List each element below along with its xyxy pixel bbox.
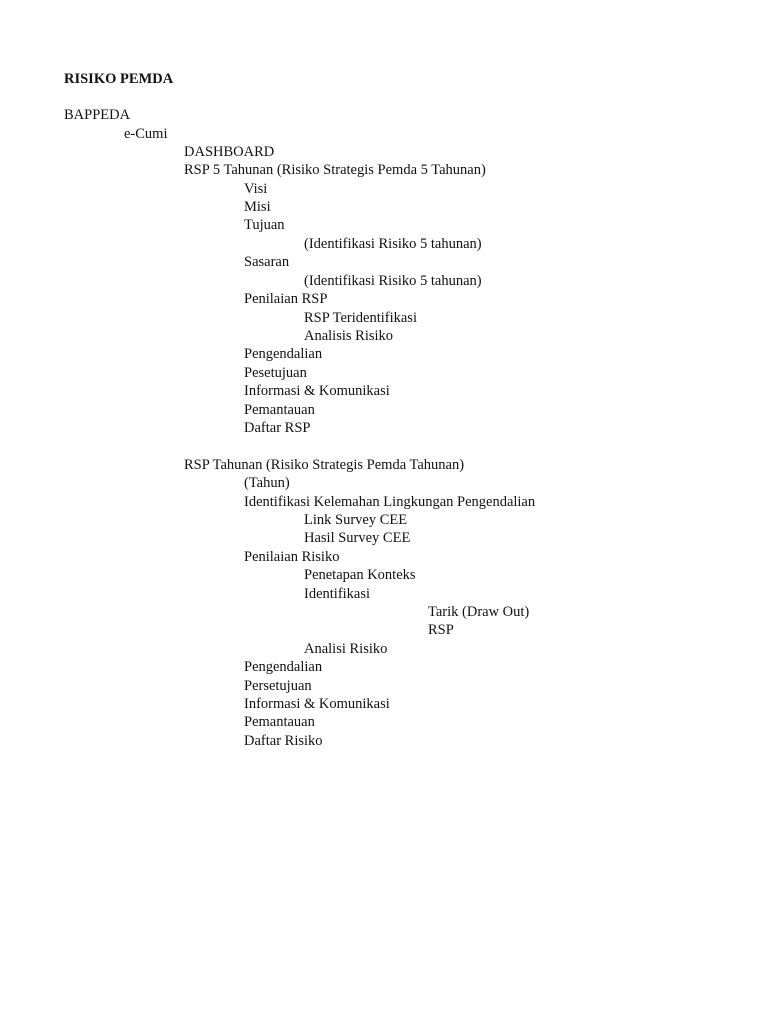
menu-item-penetapan-konteks: Penetapan Konteks [304,567,416,583]
menu-item-hasil-survey-cee: Hasil Survey CEE [304,530,411,546]
menu-item-pemantauan: Pemantauan [244,402,315,418]
menu-item-daftar-rsp: Daftar RSP [244,420,311,436]
menu-item-pengendalian-tahunan: Pengendalian [244,659,323,675]
menu-item-penilaian-rsp: Penilaian RSP [244,291,328,307]
menu-item-visi: Visi [244,181,268,197]
menu-item-dashboard: DASHBOARD [184,144,275,160]
menu-item-link-survey-cee: Link Survey CEE [304,512,408,528]
menu-item-sasaran-identifikasi: (Identifikasi Risiko 5 tahunan) [304,273,482,289]
menu-item-tahun: (Tahun) [244,475,290,491]
org-item-bappeda: BAPPEDA [64,107,131,123]
menu-item-persetujuan: Persetujuan [244,678,312,694]
menu-item-tujuan-identifikasi: (Identifikasi Risiko 5 tahunan) [304,236,482,252]
menu-item-rsp-5-tahunan: RSP 5 Tahunan (Risiko Strategis Pemda 5 Tahunan) [184,162,486,178]
document-title: RISIKO PEMDA [64,71,174,87]
menu-item-tujuan: Tujuan [244,217,285,233]
menu-item-rsp-teridentifikasi: RSP Teridentifikasi [304,310,417,326]
menu-item-rsp-tahunan: RSP Tahunan (Risiko Strategis Pemda Tahunan) [184,457,465,473]
menu-item-rsp: RSP [428,622,454,638]
menu-item-informasi-komunikasi: Informasi & Komunikasi [244,383,390,399]
menu-item-daftar-risiko: Daftar Risiko [244,733,323,749]
menu-item-identifikasi: Identifikasi [304,586,371,602]
menu-item-analisis-risiko: Analisis Risiko [304,328,394,344]
menu-item-pesetujuan: Pesetujuan [244,365,307,381]
menu-item-analisi-risiko: Analisi Risiko [304,641,388,657]
menu-item-sasaran: Sasaran [244,254,290,270]
menu-item-misi: Misi [244,199,271,215]
menu-item-pengendalian: Pengendalian [244,346,323,362]
menu-item-identifikasi-kelemahan: Identifikasi Kelemahan Lingkungan Pengendalian [244,494,536,510]
menu-item-tarik-draw-out: Tarik (Draw Out) [428,604,530,620]
menu-item-pemantauan-tahunan: Pemantauan [244,714,315,730]
menu-item-informasi-komunikasi-tahunan: Informasi & Komunikasi [244,696,390,712]
menu-item-penilaian-risiko: Penilaian Risiko [244,549,340,565]
app-item-e-cumi: e-Cumi [124,126,168,142]
